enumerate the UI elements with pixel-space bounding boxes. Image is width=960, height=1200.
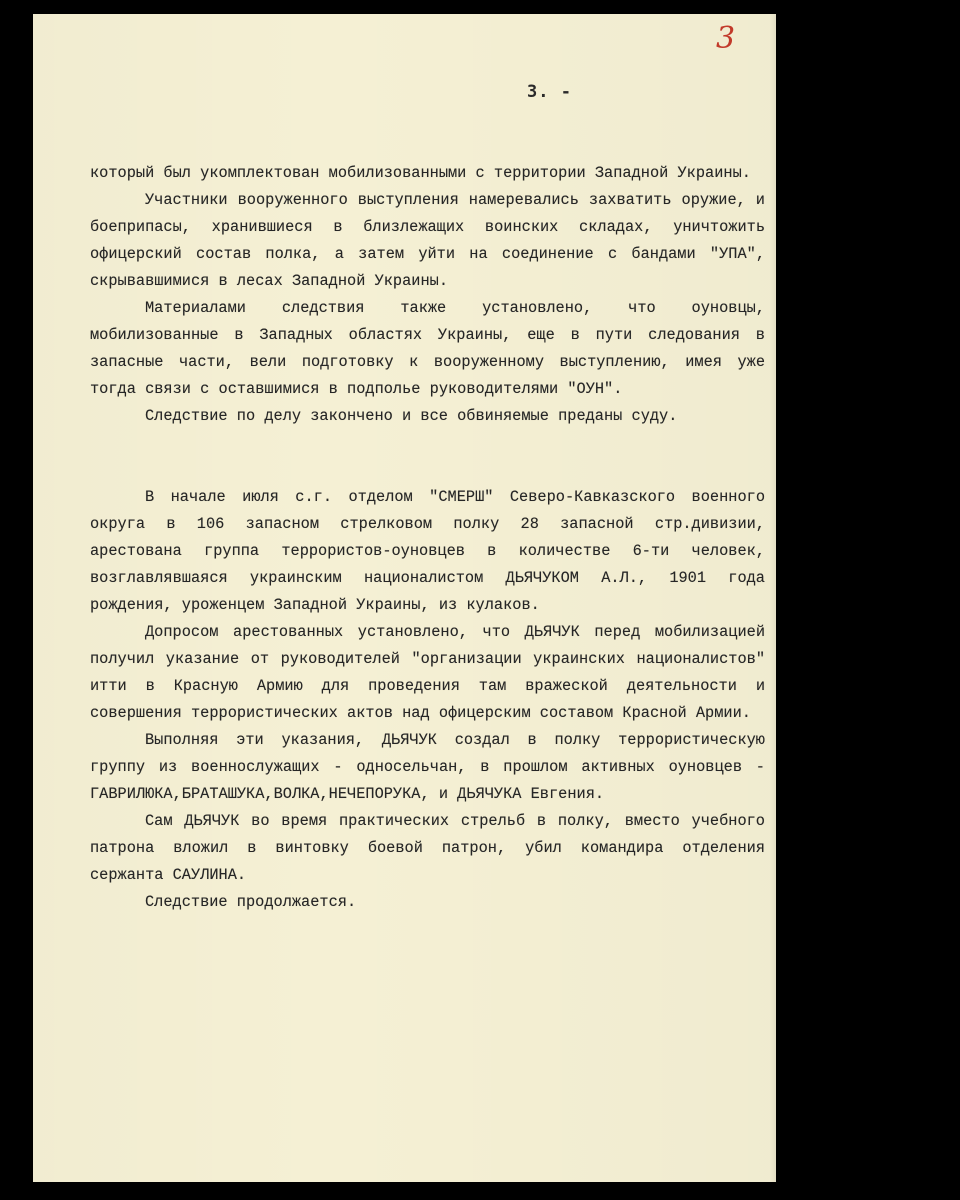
typed-page-number: 3. - <box>527 82 572 102</box>
document-body <box>90 160 765 916</box>
paragraph-investigation-materials: Материалами следствия также установлено, что оуновцы, мобилизованные в Западных областях Украины, еще в пути следования в запасные части, вели подготовку к вооруженному выступлению, имея уже тогда связи с оставшимися в подполье руководителями "ОУН". <box>90 299 765 398</box>
document-page <box>33 14 776 1182</box>
paragraph-interrogation-findings: Допросом арестованных установлено, что ДЬЯЧУК перед мобилизацией получил указание от руководителей "организации украинских националистов" итти в Красную Армию для проведения там вражеской деятельности и совершения террористических актов над офицерским составом Красной Армии. <box>90 623 765 722</box>
paragraph-sergeant-killed: Сам ДЬЯЧУК во время практических стрельб в полку, вместо учебного патрона вложил в винтовку боевой патрон, убил командира отделения сержанта САУЛИНА. <box>90 812 765 884</box>
paragraph-terrorist-group: Выполняя эти указания, ДЬЯЧУК создал в полку террористическую группу из военнослужащих - односельчан, в прошлом активных оуновцев - ГАВРИЛЮКА,БРАТАШУКА,ВОЛКА,НЕЧЕПОРУКА, и ДЬЯЧУКА Евгения. <box>90 731 765 803</box>
handwritten-page-number: 3 <box>716 21 736 56</box>
paragraph-smersh-arrest: В начале июля с.г. отделом "СМЕРШ" Северо-Кавказского военного округа в 106 запасном стрелковом полку 28 запасной стр.дивизии, арестована группа террористов-оуновцев в количестве 6-ти человек, возглавлявшаяся украинским националистом ДЬЯЧУКОМ А.Л., 1901 года рождения, уроженцем Западной Украины, из кулаков. <box>90 488 765 614</box>
paragraph-investigation-ongoing: Следствие продолжается. <box>145 893 357 911</box>
paragraph-continuation: который был укомплектован мобилизованными с территории Западной Украины. <box>90 164 751 182</box>
paragraph-armed-uprising-plans: Участники вооруженного выступления намеревались захватить оружие, и боеприпасы, хранившиеся в близлежащих воинских складах, уничтожить офицерский состав полка, а затем уйти на соединение с бандами "УПА", скрывавшимися в лесах Западной Украины. <box>90 191 765 290</box>
page-edge-shadow <box>770 14 776 1182</box>
paragraph-investigation-closed: Следствие по делу закончено и все обвиняемые преданы суду. <box>145 407 678 425</box>
